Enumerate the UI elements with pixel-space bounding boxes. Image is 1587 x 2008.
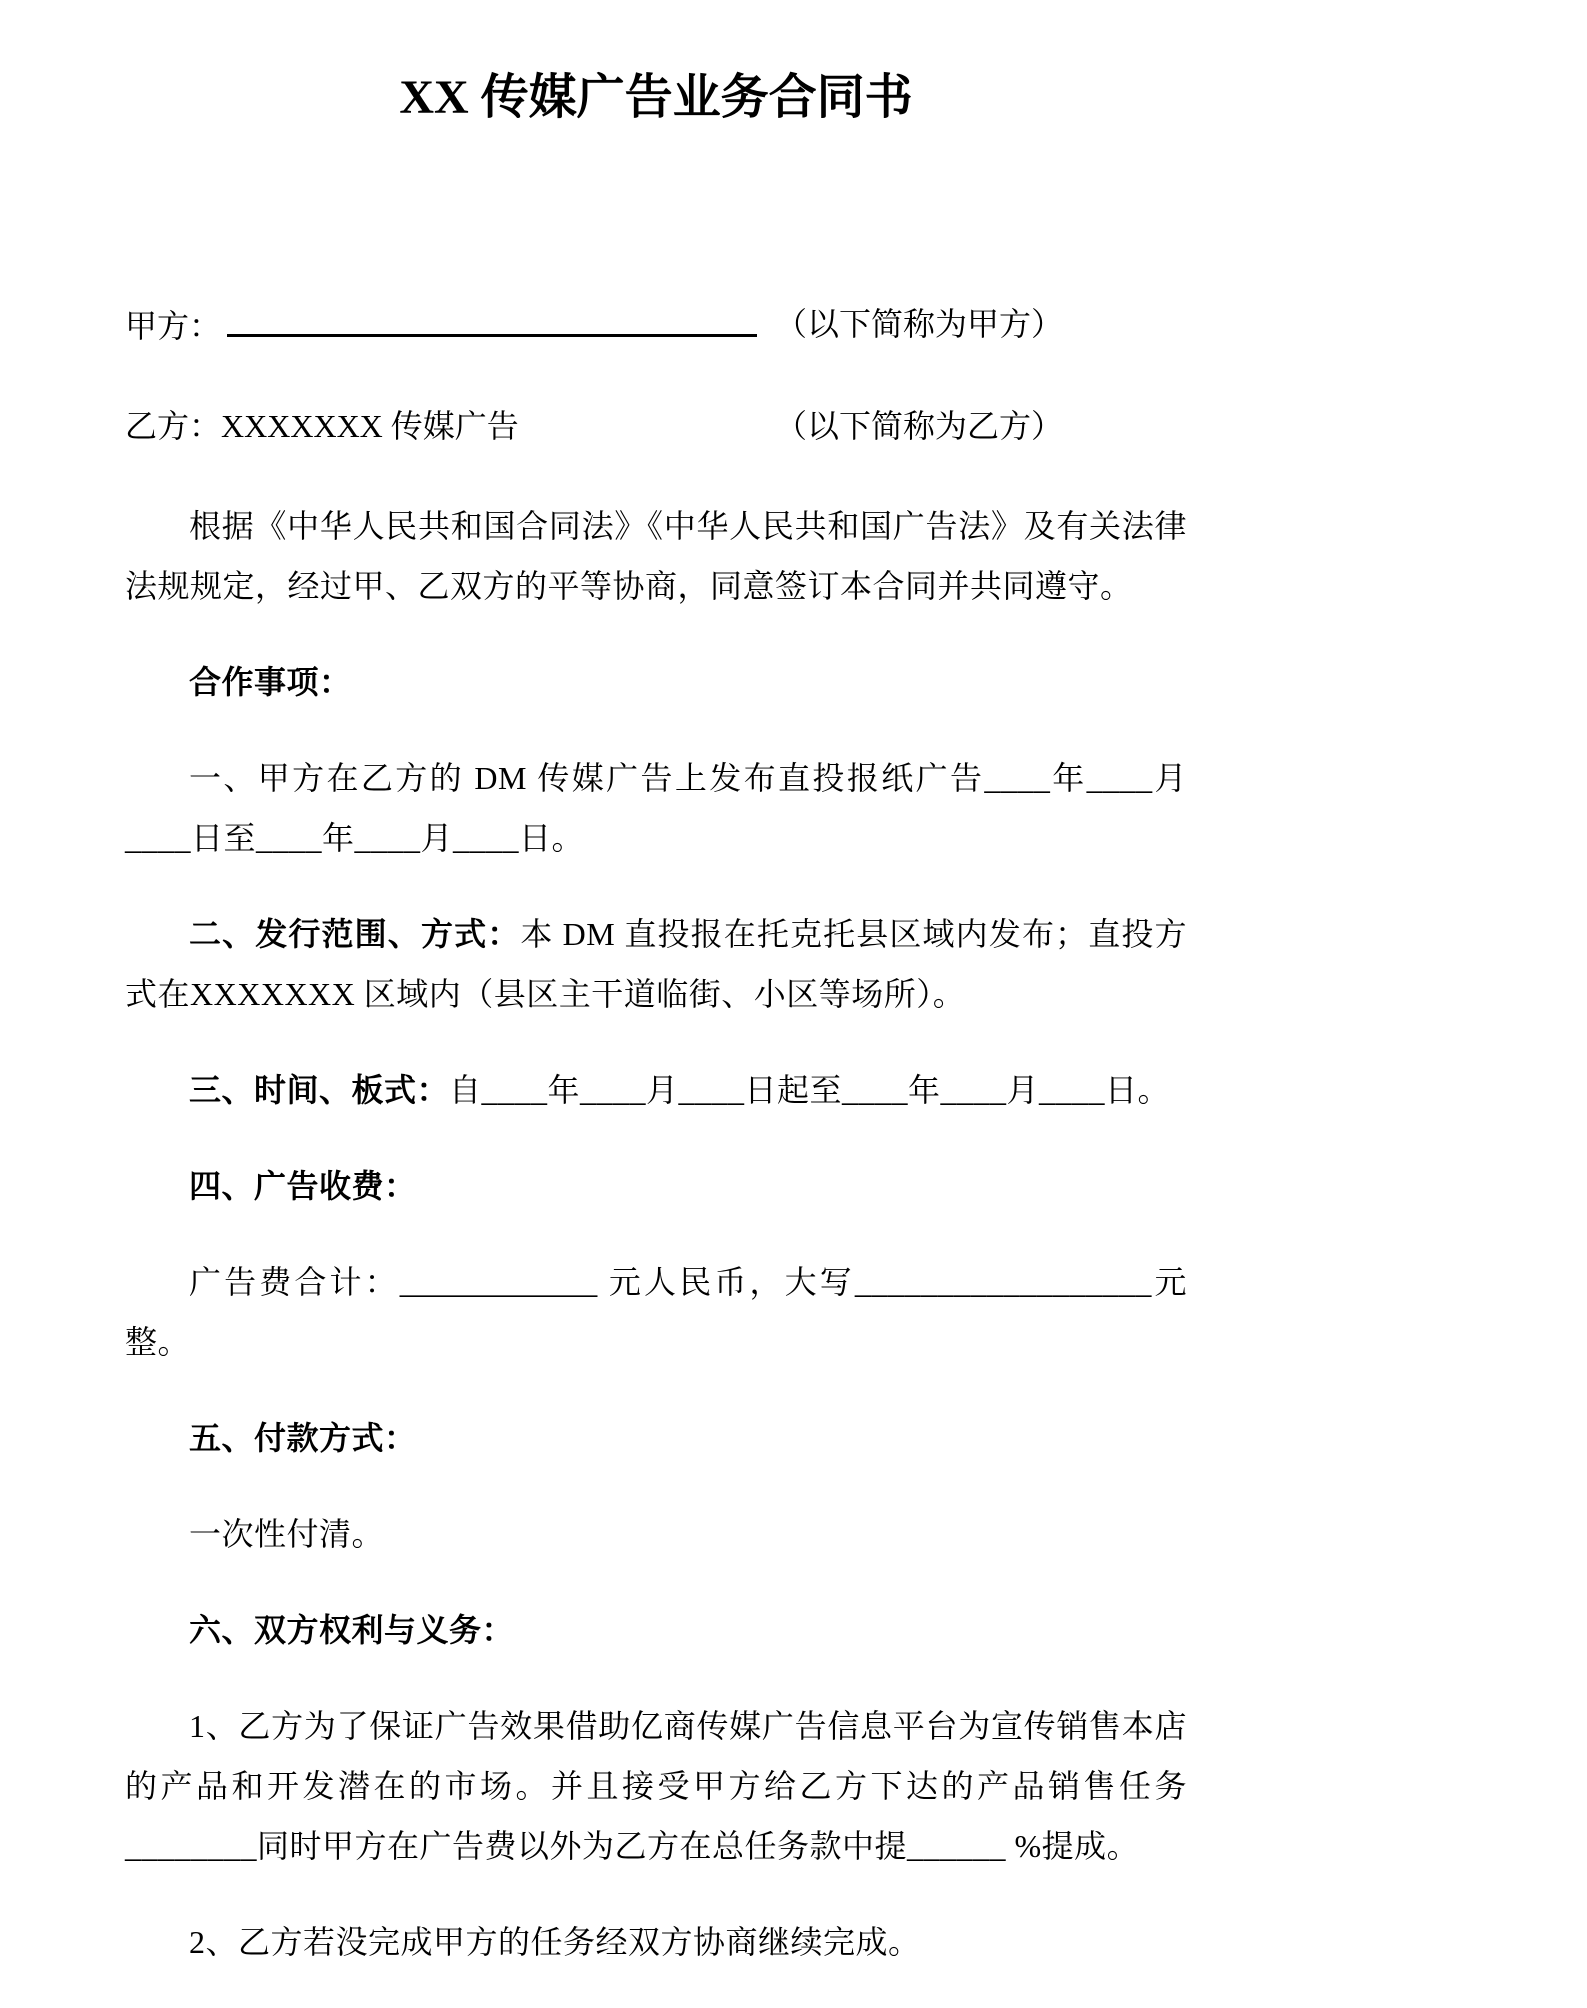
clause-1-publication: 一、甲方在乙方的 DM 传媒广告上发布直投报纸广告____年____月____日至____年____月____日。 bbox=[125, 760, 1187, 856]
cooperation-items-heading: 合作事项： bbox=[189, 664, 352, 700]
party-b-name: XXXXXXX 传媒广告 bbox=[221, 408, 519, 444]
obligation-1: 1、乙方为了保证广告效果借助亿商传媒广告信息平台为宣传销售本店的产品和开发潜在的市场。并且接受甲方给乙方下达的产品销售任务________同时甲方在广告费以外为乙方在总任务款中提______ %提成。 bbox=[125, 1708, 1187, 1864]
party-a-name-blank bbox=[227, 294, 757, 337]
party-b-line bbox=[125, 396, 1187, 456]
party-a-line bbox=[125, 294, 1187, 356]
intro-paragraph: 根据《中华人民共和国合同法》《中华人民共和国广告法》及有关法律法规规定，经过甲、乙双方的平等协商，同意签订本合同并共同遵守。 bbox=[125, 508, 1187, 604]
contract-document bbox=[125, 0, 1187, 2008]
clause-2-distribution: 二、发行范围、方式：本 DM 直投报在托克托县区域内发布；直投方式在XXXXXXX 区域内（县区主干道临街、小区等场所）。 bbox=[125, 916, 1187, 1012]
clause-4-ad-fee-heading: 四、广告收费： bbox=[189, 1168, 417, 1204]
party-a-label: 甲方： bbox=[125, 308, 222, 344]
obligation-2: 2、乙方若没完成甲方的任务经双方协商继续完成。 bbox=[189, 1924, 921, 1960]
clause-6-rights-heading: 六、双方权利与义务： bbox=[189, 1612, 515, 1648]
party-a-alias-note: （以下简称为甲方） bbox=[775, 306, 1064, 342]
page-title: XX 传媒广告业务合同书 bbox=[399, 71, 913, 124]
payment-method-line: 一次性付清。 bbox=[189, 1516, 385, 1552]
ad-fee-total-line: 广告费合计：____________ 元人民币，大写__________________元整。 bbox=[125, 1264, 1187, 1360]
clause-3-time-format: 三、时间、板式：自____年____月____日起至____年____月____日。 bbox=[189, 1072, 1171, 1108]
clause-5-payment-heading: 五、付款方式： bbox=[189, 1420, 417, 1456]
party-b-label: 乙方： bbox=[125, 408, 222, 444]
party-b-alias-note: （以下简称为乙方） bbox=[775, 408, 1064, 444]
